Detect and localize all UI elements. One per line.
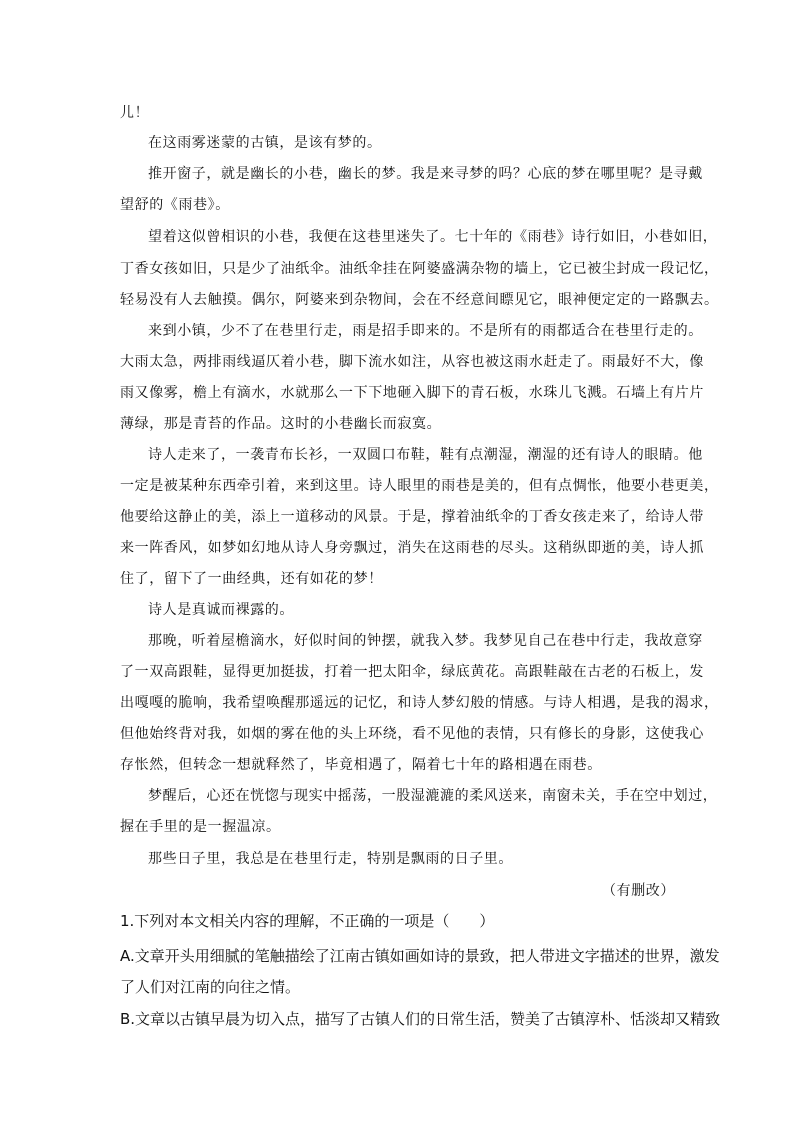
source-note: （有删改） xyxy=(602,883,675,899)
essay-line: 住了，留下了一曲经典，还有如花的梦！ xyxy=(120,571,383,587)
essay-line: 在这雨雾迷蒙的古镇，是该有梦的。 xyxy=(148,135,382,151)
option-b-line-1: B.文章以古镇早晨为切入点，描写了古镇人们的日常生活，赞美了古镇淳朴、恬淡却又精致 xyxy=(120,1010,721,1028)
essay-line: 推开窗子，就是幽长的小巷，幽长的梦。我是来寻梦的吗？心底的梦在哪里呢？是寻戴 xyxy=(148,166,703,182)
essay-line: 大雨太急，两排雨线逼仄着小巷，脚下流水如注，从容也被这雨水赶走了。雨最好不大，像 xyxy=(120,354,704,370)
essay-line: 存怅然，但转念一想就释然了，毕竟相遇了，隔着七十年的路相遇在雨巷。 xyxy=(120,757,602,773)
essay-line: 望着这似曾相识的小巷，我便在这巷里迷失了。七十年的《雨巷》诗行如旧，小巷如旧， xyxy=(148,229,718,245)
essay-line: 梦醒后，心还在恍惚与现实中摇荡，一股湿漉漉的柔风送来，南窗未关，手在空中划过， xyxy=(148,788,718,804)
essay-line: 诗人走来了，一袭青布长衫，一双圆口布鞋，鞋有点潮湿，潮湿的还有诗人的眼睛。他 xyxy=(148,447,703,463)
essay-line: 雨又像雾，檐上有滴水，水就那么一下下地砸入脚下的青石板，水珠儿飞溅。石墙上有片片 xyxy=(120,385,704,401)
essay-line: 丁香女孩如旧，只是少了油纸伞。油纸伞挂在阿婆盛满杂物的墙上，它已被尘封成一段记忆， xyxy=(120,261,719,277)
essay-line: 轻易没有人去触摸。偶尔，阿婆来到杂物间，会在不经意间瞟见它，眼神便定定的一路飘去。 xyxy=(120,292,719,308)
option-a-line-1: A.文章开头用细腻的笔触描绘了江南古镇如画如诗的景致，把人带进文字描述的世界，激发 xyxy=(120,947,720,965)
essay-line: 望舒的《雨巷》。 xyxy=(120,197,230,213)
essay-line: 来到小镇，少不了在巷里行走，雨是招手即来的。不是所有的雨都适合在巷里行走的。 xyxy=(148,323,703,339)
essay-line: 一定是被某种东西牵引着，来到这里。诗人眼里的雨巷是美的，但有点惆怅，他要小巷更美， xyxy=(120,478,719,494)
essay-line: 他要给这静止的美，添上一道移动的风景。于是，撑着油纸伞的丁香女孩走来了，给诗人带 xyxy=(120,509,704,525)
option-a-line-2: 了人们对江南的向往之情。 xyxy=(120,978,301,996)
essay-line: 薄绿，那是青苔的作品。这时的小巷幽长而寂寞。 xyxy=(120,416,442,432)
essay-line: 诗人是真诚而裸露的。 xyxy=(148,602,294,618)
essay-line: 握在手里的是一握温凉。 xyxy=(120,819,281,835)
question-stem: 1.下列对本文相关内容的理解，不正确的一项是（ ） xyxy=(120,912,495,930)
essay-line: 但他始终背对我，如烟的雾在他的头上环绕，看不见他的表情，只有修长的身影，这使我心 xyxy=(120,726,704,742)
essay-line: 了一双高跟鞋，显得更加挺拔，打着一把太阳伞，绿底黄花。高跟鞋敲在古老的石板上，发 xyxy=(120,664,704,680)
essay-line: 儿！ xyxy=(120,105,150,121)
essay-line: 来一阵香风，如梦如幻地从诗人身旁飘过，消失在这雨巷的尽头。这稍纵即逝的美，诗人抓 xyxy=(120,540,704,556)
essay-line: 出嘎嘎的脆响，我希望唤醒那遥远的记忆，和诗人梦幻般的情感。与诗人相遇，是我的渴求， xyxy=(120,695,719,711)
essay-line: 那晚，听着屋檐滴水，好似时间的钟摆，就我入梦。我梦见自己在巷中行走，我故意穿 xyxy=(148,633,703,649)
essay-line: 那些日子里，我总是在巷里行走，特别是飘雨的日子里。 xyxy=(148,851,513,867)
